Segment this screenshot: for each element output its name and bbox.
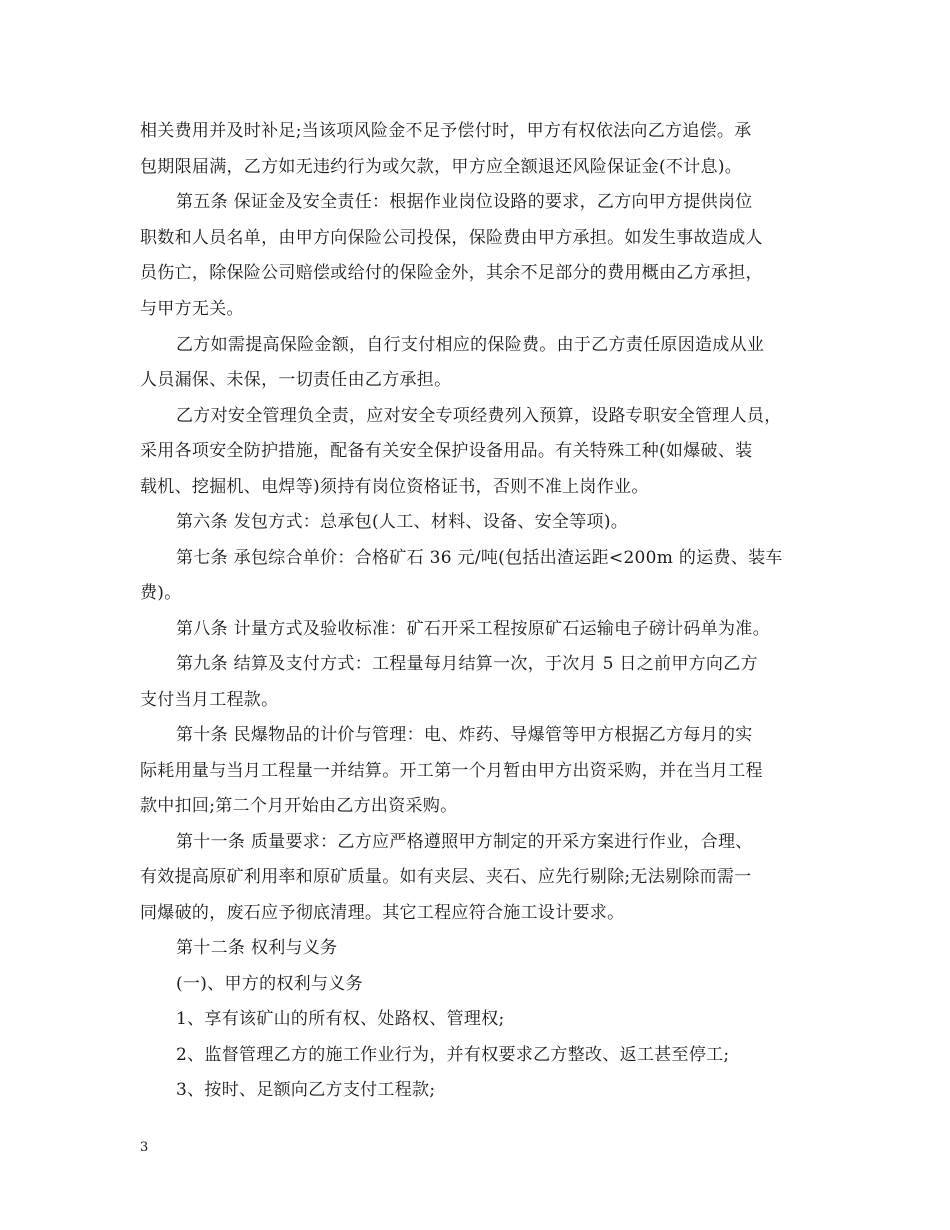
text-line: 第八条 计量方式及验收标准：矿石开采工程按原矿石运输电子磅计码单为准。 [176, 619, 770, 639]
text-line: 相关费用并及时补足;当该项风险金不足予偿付时，甲方有权依法向乙方追偿。承 [140, 121, 752, 141]
text-line: 款中扣回;第二个月开始由乙方出资采购。 [140, 796, 458, 816]
text-line: 1、享有该矿山的所有权、处路权、管理权; [176, 1009, 505, 1029]
text-line: 第十条 民爆物品的计价与管理：电、炸药、导爆管等甲方根据乙方每月的实 [176, 725, 753, 745]
text-line: 际耗用量与当月工程量一并结算。开工第一个月暂由甲方出资采购，并在当月工程 [140, 761, 763, 781]
text-line: 采用各项安全防护措施，配备有关安全保护设备用品。有关特殊工种(如爆破、装 [140, 441, 753, 461]
text-line: 第五条 保证金及安全责任：根据作业岗位设路的要求，乙方向甲方提供岗位 [176, 192, 753, 212]
text-line: 支付当月工程款。 [140, 690, 279, 710]
text-line: 有效提高原矿利用率和原矿质量。如有夹层、夹石、应先行剔除;无法剔除而需一 [140, 867, 752, 887]
text-line: 载机、挖掘机、电焊等)须持有岗位资格证书，否则不准上岗作业。 [140, 477, 649, 497]
text-line: 第七条 承包综合单价：合格矿石 36 元/吨(包括出渣运距<200m 的运费、装车 [176, 548, 783, 568]
text-line: 人员漏保、未保，一切责任由乙方承担。 [140, 370, 452, 390]
page-number: 3 [140, 1140, 149, 1155]
text-line: 员伤亡，除保险公司赔偿或给付的保险金外，其余不足部分的费用概由乙方承担， [140, 263, 763, 283]
text-line: 包期限届满，乙方如无违约行为或欠款，甲方应全额退还风险保证金(不计息)。 [140, 157, 743, 177]
text-line: 第十一条 质量要求：乙方应严格遵照甲方制定的开采方案进行作业，合理、 [176, 832, 753, 852]
text-line: (一)、甲方的权利与义务 [176, 974, 363, 994]
text-line: 职数和人员名单，由甲方向保险公司投保，保险费由甲方承担。如发生事故造成人 [140, 228, 763, 248]
text-line: 2、监督管理乙方的施工作业行为，并有权要求乙方整改、返工甚至停工; [176, 1045, 730, 1065]
text-line: 第六条 发包方式：总承包(人工、材料、设备、安全等项)。 [176, 512, 629, 532]
text-line: 第十二条 权利与义务 [176, 938, 338, 958]
text-line: 同爆破的，废石应予彻底清理。其它工程应符合施工设计要求。 [140, 903, 625, 923]
text-line: 3、按时、足额向乙方支付工程款; [176, 1080, 436, 1100]
text-line: 第九条 结算及支付方式：工程量每月结算一次，于次月 5 日之前甲方向乙方 [176, 654, 758, 674]
text-line: 乙方如需提高保险金额，自行支付相应的保险费。由于乙方责任原因造成从业 [176, 335, 765, 355]
text-line: 乙方对安全管理负全责，应对安全专项经费列入预算，设路专职安全管理人员， [176, 406, 782, 426]
text-line: 费)。 [140, 583, 182, 603]
text-line: 与甲方无关。 [140, 299, 244, 319]
